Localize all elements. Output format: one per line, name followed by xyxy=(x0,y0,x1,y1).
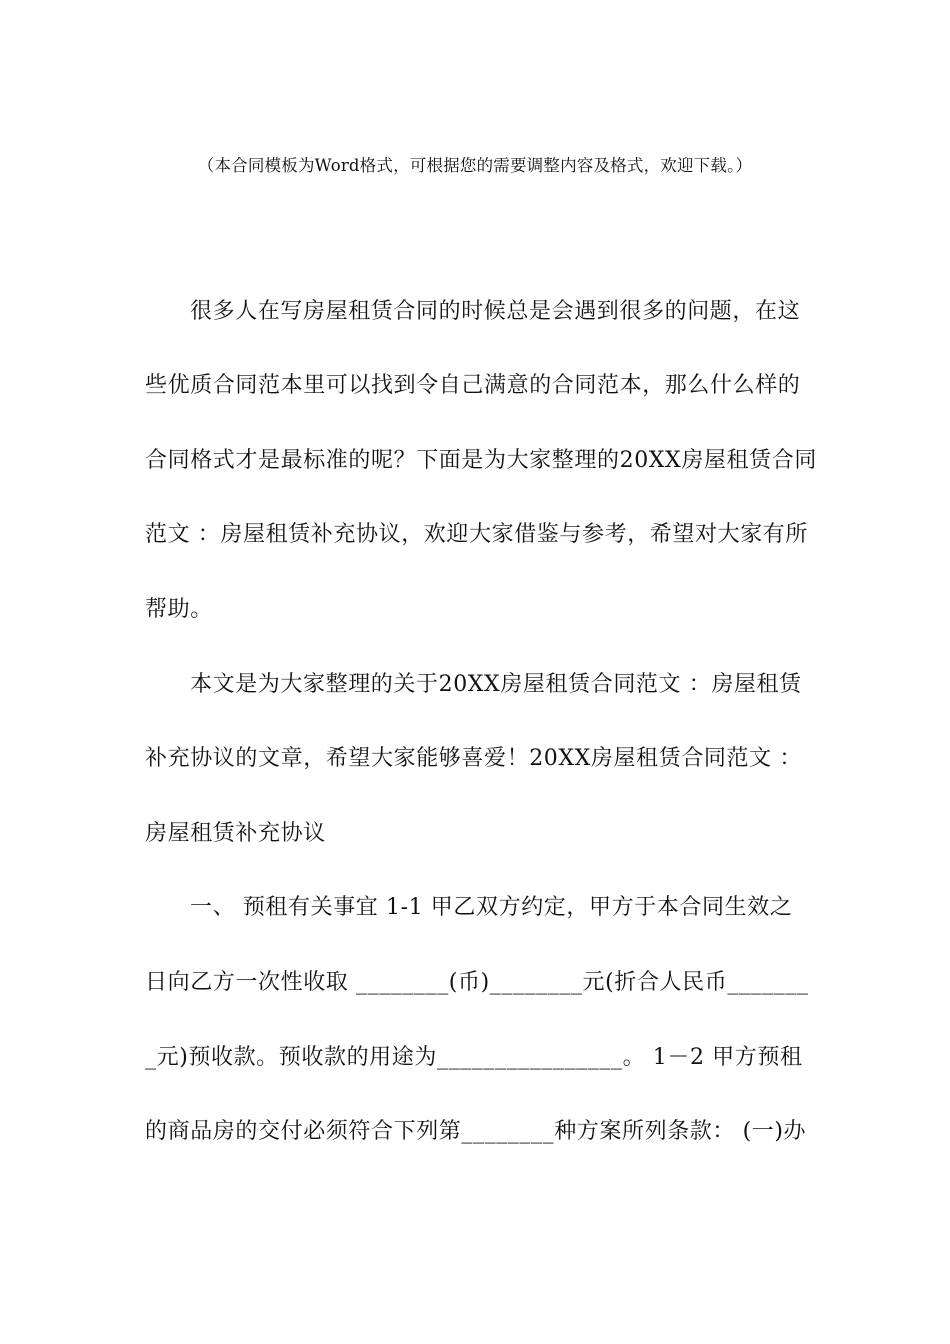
paragraph-2-line-2: 补充协议的文章，希望大家能够喜爱！20XX房屋租赁合同范文 ： xyxy=(145,746,802,771)
paragraph-1-line-3: 合同格式才是最标准的呢？下面是为大家整理的20XX房屋租赁合同 xyxy=(145,448,817,473)
paragraph-2-line-3: 房屋租赁补充协议 xyxy=(145,821,326,846)
paragraph-1-line-2: 些优质合同范本里可以找到令自己满意的合同范本，那么什么样的 xyxy=(145,373,801,398)
paragraph-3-line-1: 一、 预租有关事宜 1-1 甲乙双方约定，甲方于本合同生效之 xyxy=(190,895,793,920)
paragraph-1-line-1: 很多人在写房屋租赁合同的时候总是会遇到很多的问题，在这 xyxy=(190,299,801,324)
paragraph-3-line-3: _元)预收款。预收款的用途为________________。 1－2 甲方预租 xyxy=(145,1045,803,1070)
paragraph-3-line-4: 的商品房的交付必须符合下列第________种方案所列条款： (一)办 xyxy=(145,1119,807,1144)
paragraph-3-line-2: 日向乙方一次性收取 ________(币)________元(折合人民币_______ xyxy=(145,970,809,995)
paragraph-1-line-5: 帮助。 xyxy=(145,597,213,622)
paragraph-2-line-1: 本文是为大家整理的关于20XX房屋租赁合同范文 ：房屋租赁 xyxy=(190,672,802,697)
template-note: （本合同模板为Word格式，可根据您的需要调整内容及格式，欢迎下载。） xyxy=(197,156,753,175)
paragraph-1-line-4: 范文 ：房屋租赁补充协议，欢迎大家借鉴与参考，希望对大家有所 xyxy=(145,522,808,547)
